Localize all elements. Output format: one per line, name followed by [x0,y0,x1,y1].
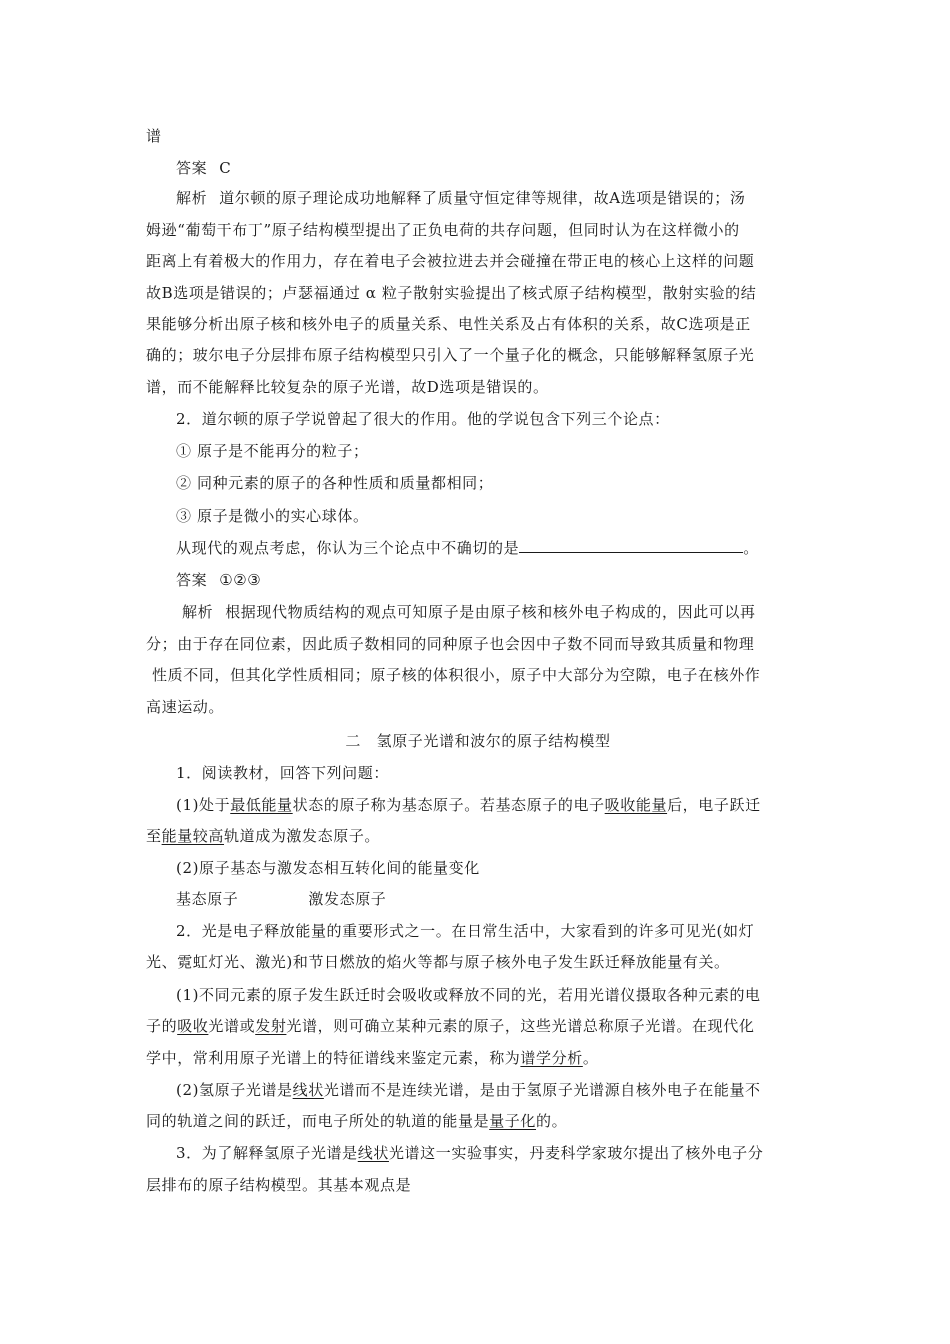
q2-point: ③ 原子是微小的实心球体。 [176,507,369,525]
q2-point: ② 同种元素的原子的各种性质和质量都相同； [176,474,494,492]
q1-analysis-line: 果能够分析出原子核和核外电子的质量关系、电性关系及占有体积的关系，故C选项是正 [146,315,751,333]
text: 后，电子跃迁 [667,796,761,814]
item2-p2-line [146,1111,810,1131]
underlined-answer: 量子化 [489,1112,537,1130]
text: 轨道成为激发态原子。 [224,827,381,845]
q1-tail: 谱 [146,127,162,145]
item2-stem-line: 光、霓虹灯光、激光)和节日燃放的焰火等都与原子核外电子发生跃迁释放能量有关。 [146,953,730,971]
q1-analysis-line [176,188,810,208]
answer-blank [519,538,743,553]
q2-stem: 2．道尔顿的原子学说曾起了很大的作用。他的学说包含下列三个论点： [176,410,670,428]
text: 3．为了解释氢原子光谱是 [176,1144,358,1162]
item2-p1-line: (1)不同元素的原子发生跃迁时会吸收或释放不同的光，若用光谱仪摄取各种元素的电 [176,986,761,1004]
item1-p2: (2)原子基态与激发态相互转化间的能量变化 [176,859,480,877]
underlined-answer: 吸收 [177,1017,209,1035]
text: (2)氢原子光谱是 [176,1081,293,1099]
text: (1)处于 [176,796,231,814]
excited-state-label: 激发态原子 [308,890,387,908]
item2-p2-line [176,1080,810,1100]
text: 光谱，则可确立某种元素的原子，这些光谱总称原子光谱。在现代化 [286,1017,755,1035]
q2-analysis-line [182,602,810,622]
text: 光谱而不是连续光谱，是由于氢原子光谱源自核外电子在能量不 [323,1081,761,1099]
item1-stem: 1．阅读教材，回答下列问题： [176,764,389,782]
analysis-label: 解析 [176,189,208,207]
text: 至 [146,827,162,845]
text: 光谱这一实验事实，丹麦科学家玻尔提出了核外电子分 [388,1144,764,1162]
answer-value: C [219,159,232,177]
q2-point: ① 原子是不能再分的粒子； [176,442,369,460]
question-text: 从现代的观点考虑，你认为三个论点中不确切的是 [176,539,520,557]
item1-p1-line [146,826,810,846]
underlined-answer: 能量较高 [161,827,225,845]
analysis-text: 道尔顿的原子理论成功地解释了质量守恒定律等规律，故A选项是错误的；汤 [219,189,746,207]
item1-p1-line [176,795,810,815]
text: 同的轨道之间的跃迁，而电子所处的轨道的能量是 [146,1112,490,1130]
answer-value: ①②③ [219,571,262,589]
q1-analysis-line: 确的；玻尔电子分层排布原子结构模型只引入了一个量子化的概念，只能够解释氢原子光 [146,346,755,364]
energy-states [176,889,810,909]
text: 学中，常利用原子光谱上的特征谱线来鉴定元素，称为 [146,1049,521,1067]
underlined-answer: 谱学分析 [520,1049,583,1067]
text: 子的 [146,1017,178,1035]
section-heading: 二 氢原子光谱和波尔的原子结构模型 [345,732,611,750]
item3-line: 层排布的原子结构模型。其基本观点是 [146,1176,412,1194]
text: 的。 [536,1112,568,1130]
answer-label: 答案 [176,571,208,589]
underlined-answer: 最低能量 [230,796,293,814]
answer-label: 答案 [176,159,208,177]
q2-question [176,538,810,558]
text: 。 [582,1049,599,1067]
underlined-answer: 线状 [292,1081,324,1099]
q2-analysis-line: 性质不同，但其化学性质相同；原子核的体积很小，原子中大部分为空隙，电子在核外作 [152,666,761,684]
underlined-answer: 线状 [357,1144,389,1162]
analysis-label: 解析 [182,603,214,621]
analysis-text: 根据现代物质结构的观点可知原子是由原子核和核外电子构成的，因此可以再 [225,603,756,621]
question-end: 。 [743,539,759,557]
text: 状态的原子称为基态原子。若基态原子的电子 [292,796,605,814]
q2-analysis-line: 高速运动。 [146,698,225,716]
item3-line [176,1143,810,1163]
text: 光谱或 [208,1017,256,1035]
underlined-answer: 吸收能量 [604,796,668,814]
item2-stem-line: 2．光是电子释放能量的重要形式之一。在日常生活中，大家看到的许多可见光(如灯 [176,922,755,940]
q2-analysis-line: 分；由于存在同位素，因此质子数相同的同种原子也会因中子数不同而导致其质量和物理 [146,635,755,653]
q1-analysis-line: 距离上有着极大的作用力，存在着电子会被拉进去并会碰撞在带正电的核心上这样的问题 [146,252,755,270]
q1-analysis-line: 姆逊“葡萄干布丁”原子结构模型提出了正负电荷的共存问题，但同时认为在这样微小的 [146,221,740,239]
q1-answer [176,158,810,178]
q1-analysis-line: 故B选项是错误的；卢瑟福通过 α 粒子散射实验提出了核式原子结构模型，散射实验的结 [146,284,757,302]
q2-answer [176,570,810,590]
underlined-answer: 发射 [255,1017,287,1035]
item2-p1-line [146,1016,810,1036]
q1-analysis-line: 谱，而不能解释比较复杂的原子光谱，故D选项是错误的。 [146,378,549,396]
item2-p1-line [146,1048,810,1068]
ground-state-label: 基态原子 [176,890,239,908]
